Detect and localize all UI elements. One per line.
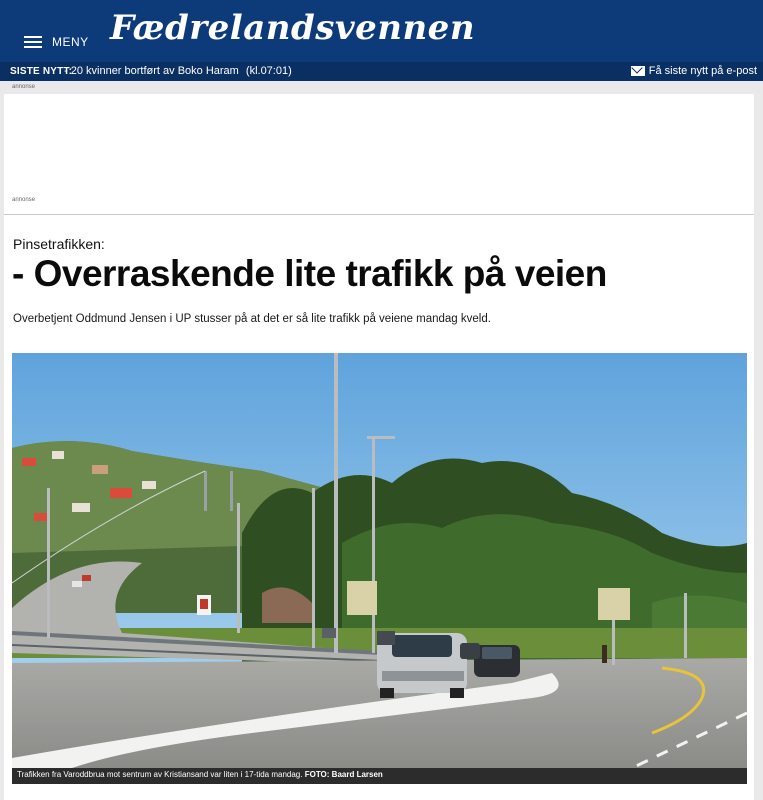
ad-label-bottom: annonse: [12, 197, 36, 203]
article-photo[interactable]: [12, 353, 747, 768]
photo-credit: FOTO: Baard Larsen: [304, 770, 383, 779]
article-headline: - Overraskende lite trafikk på veien: [12, 253, 607, 294]
envelope-icon: [631, 66, 645, 76]
site-logo[interactable]: Fædrelandsvennen: [110, 8, 476, 48]
site-header: [0, 0, 763, 63]
highway-photo-illustration: [12, 353, 747, 768]
ticker-time: (kl.07:01): [245, 65, 292, 77]
hamburger-icon: [24, 35, 42, 49]
photo-caption: [12, 768, 747, 784]
article-lead: Overbetjent Oddmund Jensen i UP stusser på at det er så lite trafikk på veiene mandag kveld.: [13, 313, 491, 325]
email-subscribe-label[interactable]: Få siste nytt på e-post: [648, 65, 757, 77]
caption-text: Trafikken fra Varoddbrua mot sentrum av Kristiansand var liten i 17-tida mandag.: [17, 770, 303, 779]
email-subscribe-link[interactable]: [631, 65, 757, 77]
article: [4, 214, 754, 800]
menu-label: MENY: [52, 35, 89, 49]
ad-label-top: annonse: [12, 84, 36, 90]
ad-banner[interactable]: [4, 94, 754, 214]
ticker-label: SISTE NYTT:: [10, 66, 73, 77]
breaking-news-ticker: [0, 63, 763, 81]
ticker-headline[interactable]: - 20 kvinner bortført av Boko Haram: [64, 65, 239, 77]
menu-button[interactable]: [24, 32, 89, 52]
article-kicker: Pinsetrafikken:: [13, 236, 105, 252]
ticker-headline-link[interactable]: [64, 65, 292, 77]
